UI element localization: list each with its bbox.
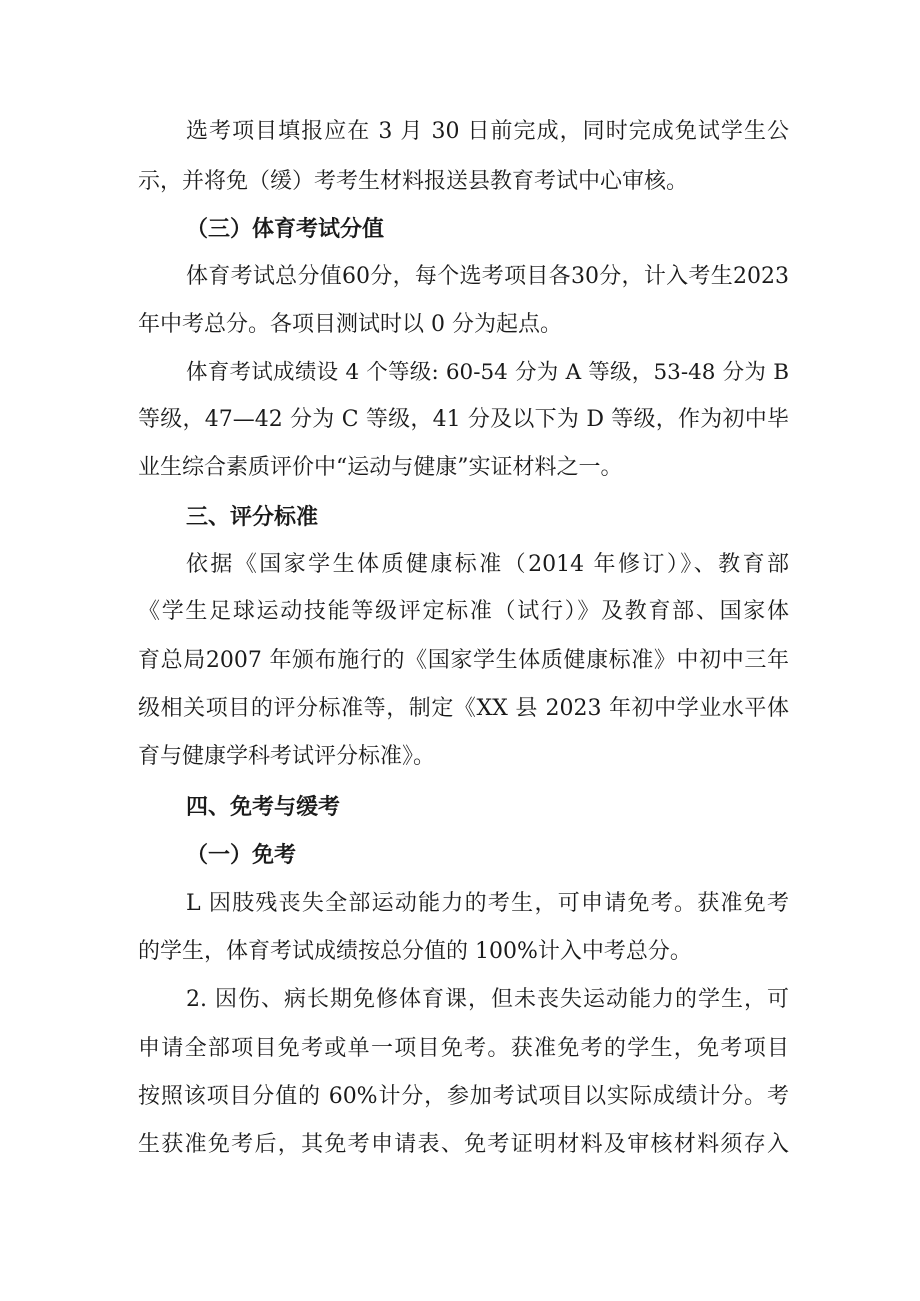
paragraph-3-line-1: 体育考试成绩设 4 个等级: 60-54 分为 A 等级，53-48 分为 B (186, 360, 789, 385)
paragraph-3-line-2: 等级，47—42 分为 C 等级，41 分及以下为 D 等级，作为初中毕 (138, 407, 789, 432)
section-heading-scoring-standard: 三、评分标准 (186, 505, 319, 530)
section-heading-exemption: （一）免考 (186, 843, 297, 868)
paragraph-6-line-4: 生获准免考后，其免考申请表、免考证明材料及审核材料须存入 (138, 1132, 789, 1157)
paragraph-2-line-1: 体育考试总分值60分，每个选考项目各30分，计入考生2023 (186, 264, 789, 289)
paragraph-4-line-4: 级相关项目的评分标准等，制定《XX 县 2023 年初中学业水平体 (138, 696, 789, 721)
paragraph-3-line-3: 业生综合素质评价中“运动与健康”实证材料之一。 (138, 455, 623, 480)
paragraph-4-line-2: 《学生足球运动技能等级评定标准（试行）》及教育部、国家体 (138, 599, 789, 624)
paragraph-6-line-1: 2. 因伤、病长期免修体育课，但未丧失运动能力的学生，可 (186, 987, 789, 1012)
section-heading-score-value: （三）体育考试分值 (186, 217, 385, 242)
section-heading-exemption-deferral: 四、免考与缓考 (186, 795, 341, 820)
paragraph-6-line-2: 申请全部项目免考或单一项目免考。获准免考的学生，免考项目 (138, 1036, 789, 1061)
paragraph-1-line-1: 选考项目填报应在 3 月 30 日前完成，同时完成免试学生公 (186, 119, 789, 144)
paragraph-5-line-1: L 因肢残丧失全部运动能力的考生，可申请免考。获准免考 (186, 891, 789, 916)
paragraph-6-line-3: 按照该项目分值的 60%计分，参加考试项目以实际成绩计分。考 (138, 1084, 789, 1109)
paragraph-2-line-2: 年中考总分。各项目测试时以 0 分为起点。 (138, 312, 562, 337)
paragraph-1-line-2: 示，并将免（缓）考考生材料报送县教育考试中心审核。 (138, 169, 689, 194)
paragraph-4-line-5: 育与健康学科考试评分标准》。 (138, 744, 436, 769)
paragraph-4-line-3: 育总局2007 年颁布施行的《国家学生体质健康标准》中初中三年 (138, 648, 789, 673)
paragraph-5-line-2: 的学生，体育考试成绩按总分值的 100%计入中考总分。 (138, 939, 692, 964)
paragraph-4-line-1: 依据《国家学生体质健康标准（2014 年修订）》、教育部 (186, 552, 789, 577)
